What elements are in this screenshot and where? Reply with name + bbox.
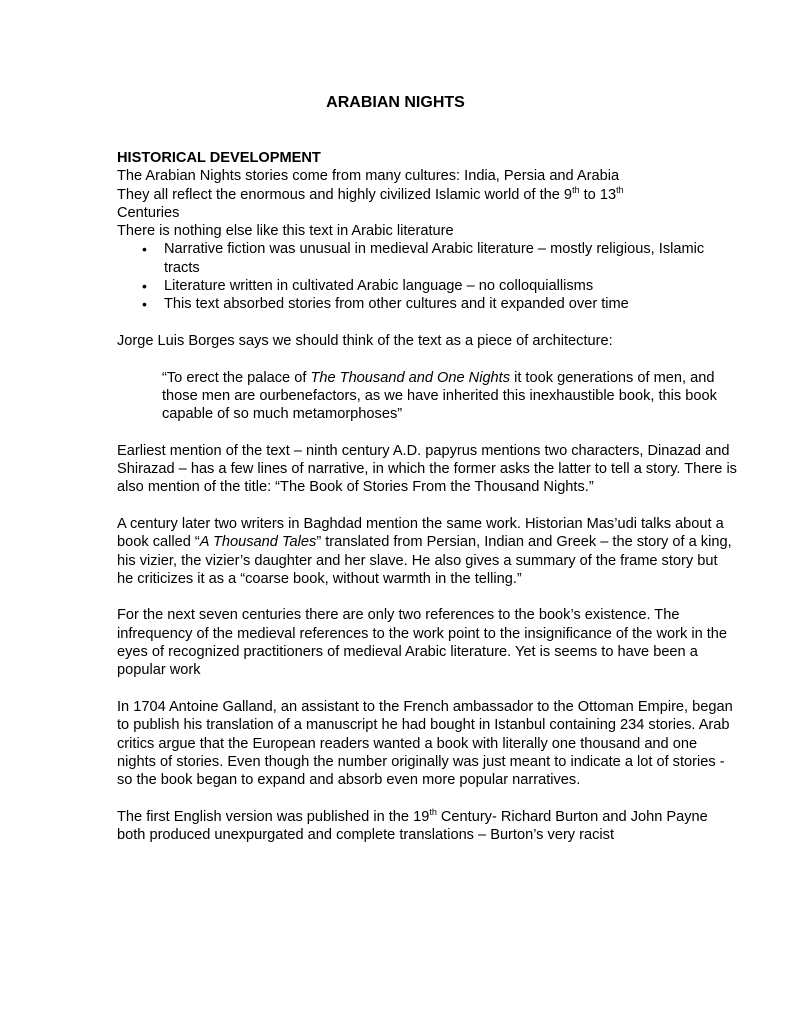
quote-text-after: it took generations of men, and those men are ourbenefactors, as we have inherited this inexhaustible book, this book capable of so much metamorphoses” xyxy=(162,369,717,423)
paragraph-earliest-mention: Earliest mention of the text – ninth century A.D. papyrus mentions two characters, Dinazad and Shirazad – has a few lines of narrative, in which the former asks the latter to tell a story. There is also mention of the title: “The Book of Stories From the Thousand Nights.” xyxy=(117,442,737,496)
spacer xyxy=(117,789,737,807)
superscript-th: th xyxy=(572,184,580,195)
document-title: ARABIAN NIGHTS xyxy=(326,94,465,111)
list-item-text: This text absorbed stories from other cultures and it expanded over time xyxy=(164,296,629,313)
list-item xyxy=(142,295,737,313)
intro-line-3: Centuries xyxy=(117,204,180,221)
spacer xyxy=(117,423,737,441)
quote-text-before: “To erect the palace of xyxy=(162,369,311,386)
spacer xyxy=(117,314,737,332)
list-item xyxy=(142,277,737,295)
century-text-after: ” translated from Persian, Indian and Greek – the story of a king, his vizier, the vizier’s daughter and her slave. He also gives a summary of the frame story but he criticizes it as a “coarse book, without warmth in the telling.” xyxy=(117,534,732,587)
intro-line-2-text-a: They all reflect the enormous and highly civilized Islamic world of the 9 xyxy=(117,186,573,203)
list-item xyxy=(142,240,737,277)
bullet-icon: • xyxy=(142,241,147,258)
borges-intro: Jorge Luis Borges says we should think of the text as a piece of architecture: xyxy=(117,332,613,349)
bullet-icon: • xyxy=(142,296,147,313)
superscript-th: th xyxy=(616,184,624,195)
century-text-before: A century later two writers in Baghdad mention the same work. Historian Mas’udi talks about a book called “ xyxy=(117,515,724,551)
english-text-after: Century- Richard Burton and John Payne both produced unexpurgated and complete translations – Burton’s very racist xyxy=(117,808,708,843)
intro-line-2 xyxy=(117,186,737,204)
spacer xyxy=(117,680,737,698)
paragraph-century-later xyxy=(117,515,737,588)
quote-book-title: The Thousand and One Nights xyxy=(310,369,511,386)
document-body xyxy=(117,149,737,844)
list-item-text: Literature written in cultivated Arabic language – no colloquiallisms xyxy=(164,278,594,295)
superscript-th: th xyxy=(429,806,437,817)
bullet-icon: • xyxy=(142,278,147,295)
century-book-title: A Thousand Tales xyxy=(199,534,317,551)
borges-quote xyxy=(117,369,737,424)
spacer xyxy=(117,588,737,606)
list-item-text: Narrative fiction was unusual in medieval Arabic literature – mostly religious, Islamic tracts xyxy=(164,241,705,276)
section-heading: HISTORICAL DEVELOPMENT xyxy=(117,150,321,166)
paragraph-seven-centuries: For the next seven centuries there are only two references to the book’s existence. The infrequency of the medieval references to the work point to the insignificance of the work in the eyes of recognized practitioners of medieval Arabic literature. Yet is seems to have been a popular work xyxy=(117,607,728,679)
paragraph-english-version xyxy=(117,808,737,845)
spacer xyxy=(117,350,737,368)
intro-line-4: There is nothing else like this text in Arabic literature xyxy=(117,223,454,240)
paragraph-galland: In 1704 Antoine Galland, an assistant to the French ambassador to the Ottoman Empire, began to publish his translation of a manuscript he had bought in Istanbul containing 234 stories. Arab critics argue that the European readers wanted a book with literally one thousand and one nights of stories. Even though the number originally was just meant to indicate a lot of stories - so the book began to expand and absorb even more popular narratives. xyxy=(117,698,733,789)
intro-line-2-text-b: to 13 xyxy=(579,186,617,203)
spacer xyxy=(117,497,737,515)
intro-line-1: The Arabian Nights stories come from many cultures: India, Persia and Arabia xyxy=(117,168,620,185)
bullet-list xyxy=(117,240,737,313)
english-text-before: The first English version was published in the 19 xyxy=(117,808,430,825)
